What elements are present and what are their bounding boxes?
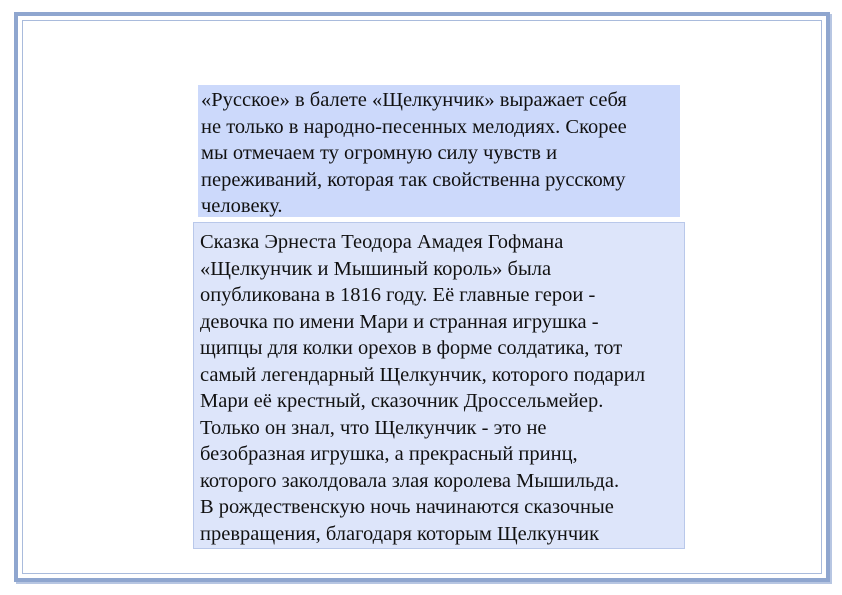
story-text-box: Сказка Эрнеста Теодора Амадея Гофмана «Щелкунчик и Мышиный король» была опубликована в 1816 году. Её главные герои - девочка по имени Мари и странная игрушка - щипцы для колки орехов в форме солдатика, тот самый легендарный Щелкунчик, которого подарил Мари её крестный, сказочник Дроссельмейер. Только он знал, что Щелкунчик - это не безобразная игрушка, а прекрасный принц, которого заколдовала злая королева Мышильда. В рождественскую ночь начинаются сказочные превращения, благодаря которым Щелкунчик <box>193 222 685 549</box>
quote-text-box: «Русское» в балете «Щелкунчик» выражает себя не только в народно-песенных мелодиях. Скорее мы отмечаем ту огромную силу чувств и переживаний, которая так свойственна русскому человеку. <box>198 85 680 217</box>
